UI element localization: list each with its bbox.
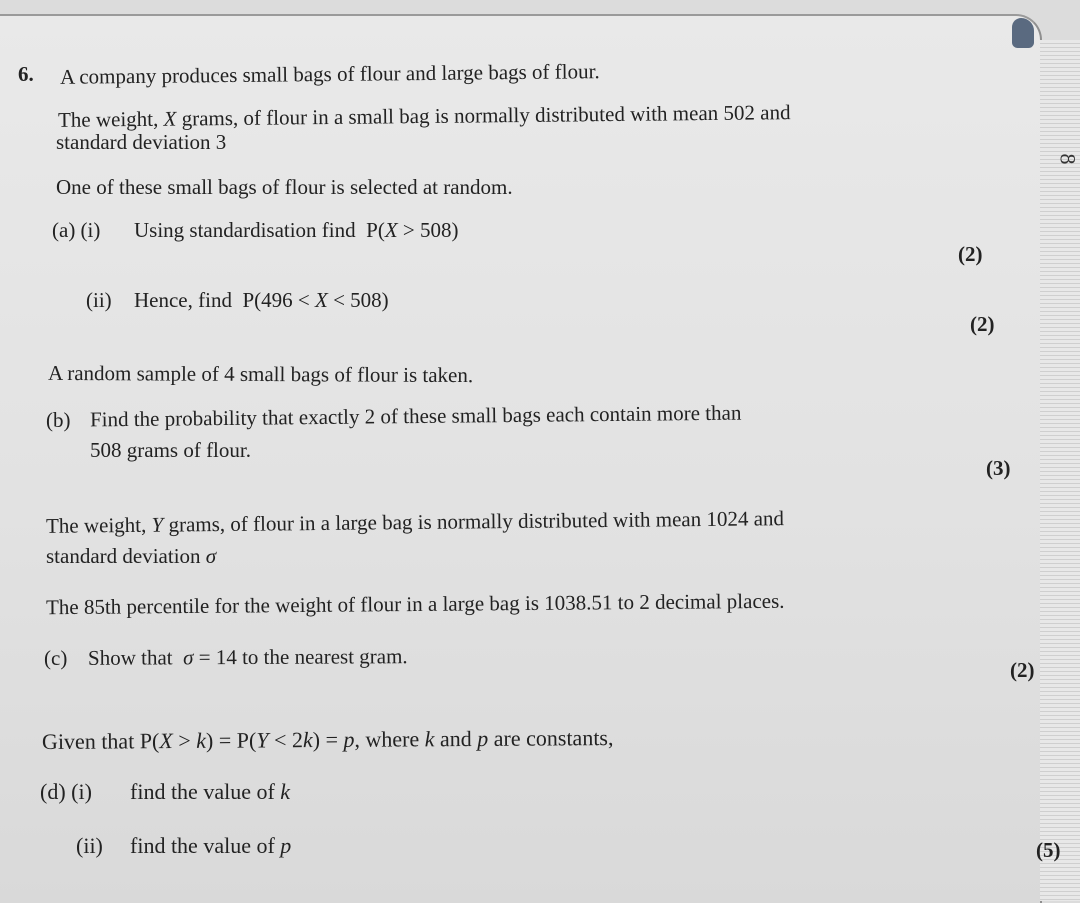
sample-statement: A random sample of 4 small bags of flour is taken. <box>48 361 473 387</box>
part-c-marks: (2) <box>1010 658 1035 683</box>
small-bag-description-line1: The weight, X grams, of flour in a small bag is normally distributed with mean 502 and <box>58 100 791 132</box>
large-bag-description-line2: standard deviation σ <box>46 544 216 568</box>
percentile-statement: The 85th percentile for the weight of flour in a large bag is 1038.51 to 2 decimal places. <box>46 589 785 619</box>
small-bag-description-line2: standard deviation 3 <box>56 130 226 154</box>
selection-statement: One of these small bags of flour is selected at random. <box>56 175 513 199</box>
part-d-ii-text: find the value of p <box>130 834 291 858</box>
part-a-i-label: (a) (i) <box>52 218 100 242</box>
part-b-text-line1: Find the probability that exactly 2 of these small bags each contain more than <box>90 401 742 432</box>
question-intro: A company produces small bags of flour and large bags of flour. <box>60 59 600 89</box>
part-b-marks: (3) <box>986 456 1011 481</box>
part-a-i-text: Using standardisation find P(X > 508) <box>134 218 459 242</box>
bookmark-tab <box>1012 18 1034 48</box>
part-a-ii-text: Hence, find P(496 < X < 508) <box>134 288 389 312</box>
part-c-text: Show that σ = 14 to the nearest gram. <box>88 644 408 670</box>
edge-glyph: 8 <box>1055 154 1080 165</box>
page-stack-edge <box>1040 40 1080 901</box>
part-d-i-label: (d) (i) <box>40 780 92 804</box>
part-a-i-marks: (2) <box>958 242 983 267</box>
part-c-label: (c) <box>44 646 67 670</box>
part-b-label: (b) <box>46 408 71 432</box>
part-d-ii-label: (ii) <box>76 834 103 858</box>
part-d-marks: (5) <box>1036 838 1061 863</box>
part-b-text-line2: 508 grams of flour. <box>90 438 251 462</box>
given-statement: Given that P(X > k) = P(Y < 2k) = p, where k and p are constants, <box>42 726 614 754</box>
large-bag-description-line1: The weight, Y grams, of flour in a large bag is normally distributed with mean 1024 and <box>46 506 784 538</box>
question-number: 6. <box>18 62 34 86</box>
part-d-i-text: find the value of k <box>130 780 290 804</box>
part-a-ii-marks: (2) <box>970 312 995 337</box>
part-a-ii-label: (ii) <box>86 288 112 312</box>
